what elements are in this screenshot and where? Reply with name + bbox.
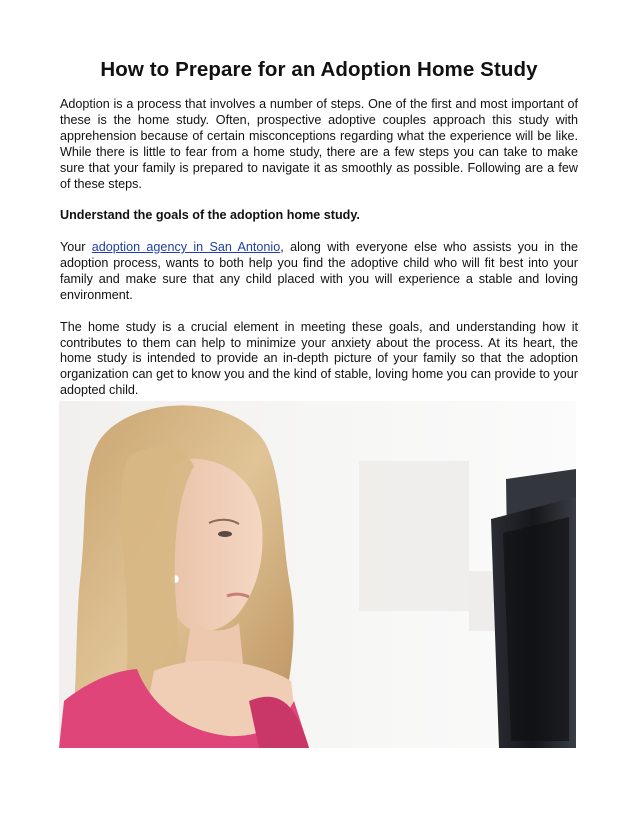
document-title: How to Prepare for an Adoption Home Study xyxy=(100,58,538,81)
agency-paragraph xyxy=(60,240,578,304)
home-study-paragraph: The home study is a crucial element in meeting these goals, and understanding how it contributes to them can help to minimize your anxiety about the process. At its heart, the home study is intended to provide an in-depth picture of your family so that the adoption organization can get to know you and the kind of stable, loving home you can provide to your adopted child. xyxy=(60,319,578,398)
agency-paragraph-start: Your xyxy=(60,240,92,255)
woman-at-computer-photo xyxy=(59,401,576,748)
agency-paragraph-rest: , along with everyone else who assists you in the adoption process, wants to both help you find the adoptive child who will fit best into your family and make sure that any child placed with you will experience a stable and loving environment. xyxy=(60,240,578,302)
adoption-agency-link[interactable]: adoption agency in San Antonio xyxy=(91,240,281,255)
section-heading: Understand the goals of the adoption home study. xyxy=(60,208,360,223)
intro-paragraph: Adoption is a process that involves a number of steps. One of the first and most important of these is the home study. Often, prospective adoptive couples approach this study with apprehension because of certain misconceptions regarding what the experience will be like. While there is little to fear from a home study, there are a few steps you can take to make sure that your family is prepared to navigate it as smoothly as possible. Following are a few of these steps. xyxy=(60,97,578,191)
document-body xyxy=(60,97,578,415)
